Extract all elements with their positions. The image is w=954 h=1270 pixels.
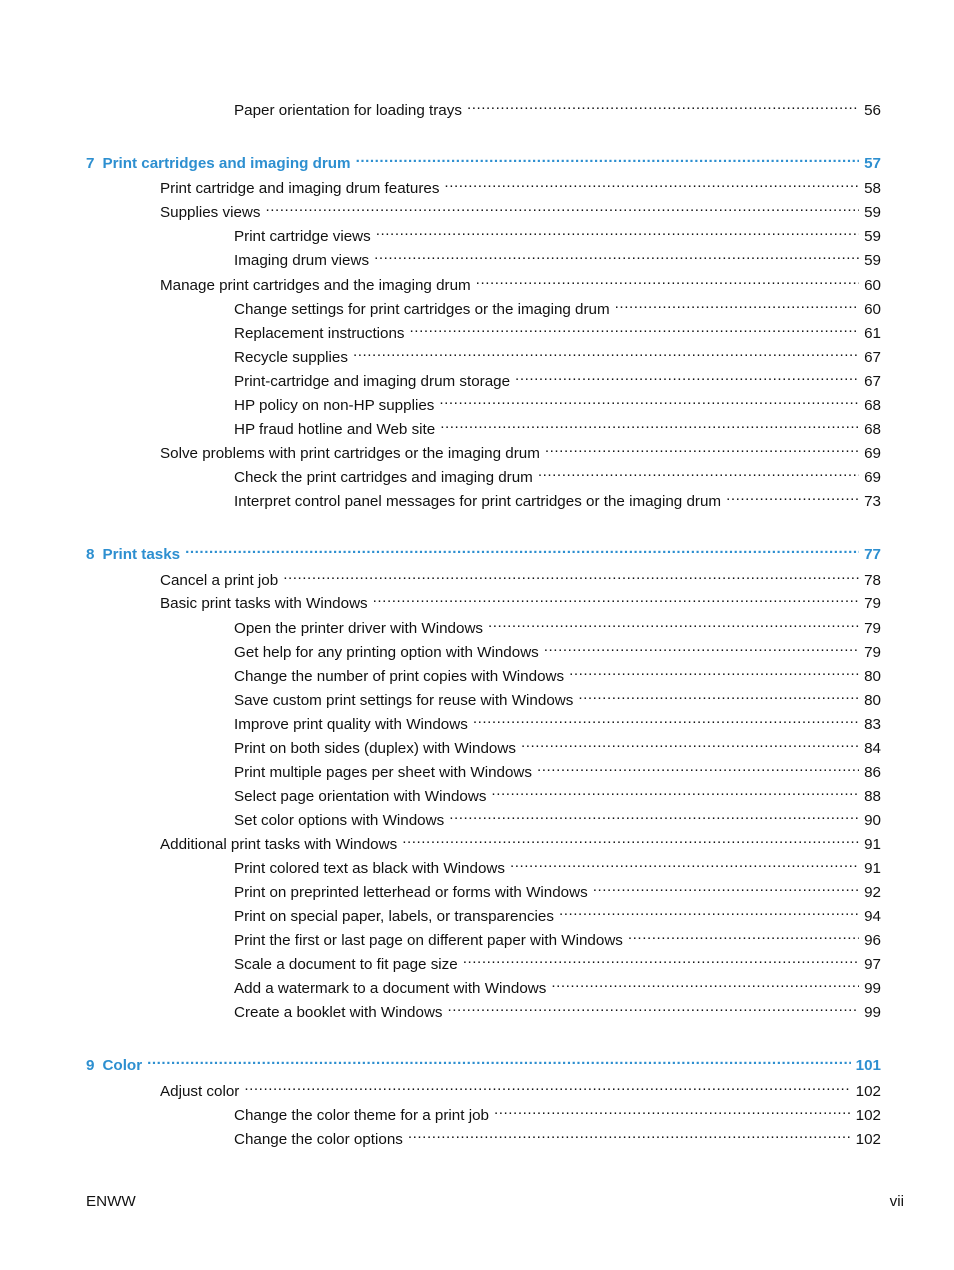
toc-entry-text: Adjust color	[160, 1083, 240, 1100]
toc-page-number: 77	[864, 546, 881, 563]
dot-leader	[473, 709, 859, 729]
toc-page-number: 59	[864, 204, 881, 221]
toc-entry[interactable]	[234, 997, 881, 1021]
dot-leader	[373, 588, 859, 608]
dot-leader	[463, 949, 859, 969]
chapter-number: 7	[86, 155, 95, 172]
toc-entry-title	[234, 883, 588, 903]
dot-leader	[376, 221, 859, 241]
toc-entry-text: Print cartridge views	[234, 228, 371, 245]
toc-entry-title	[234, 979, 546, 999]
toc-page-number: 69	[864, 445, 881, 462]
dot-leader	[244, 1076, 850, 1096]
toc-page-number: 101	[855, 1057, 881, 1074]
dot-leader	[521, 733, 859, 753]
toc-page-number: 88	[864, 788, 881, 805]
dot-leader	[491, 781, 859, 801]
toc-entry-text: Set color options with Windows	[234, 812, 445, 829]
dot-leader	[510, 853, 859, 873]
toc-page-number: 94	[864, 908, 881, 925]
toc-entry-text: Change the number of print copies with Windows	[234, 668, 565, 685]
toc-entry-text: HP policy on non-HP supplies	[234, 397, 435, 414]
dot-leader	[515, 366, 859, 386]
toc-entry-title	[234, 739, 516, 759]
toc-entry-text: Replacement instructions	[234, 325, 405, 342]
dot-leader	[551, 973, 859, 993]
toc-entry-text: Print tasks	[102, 546, 181, 563]
toc-entry-text: Supplies views	[160, 204, 261, 221]
toc-entry[interactable]	[160, 565, 881, 589]
toc-entry-text: Basic print tasks with Windows	[160, 595, 368, 612]
toc-entry[interactable]	[234, 685, 881, 709]
toc-page-number: 91	[864, 836, 881, 853]
toc-entry-title	[234, 787, 486, 807]
toc-entry[interactable]	[234, 973, 881, 997]
toc-entry-title	[234, 1106, 489, 1126]
toc-page-number: 91	[864, 860, 881, 877]
toc-entry[interactable]	[234, 661, 881, 685]
toc-entry-title	[160, 1082, 239, 1102]
toc-entry-text: Save custom print settings for reuse with Windows	[234, 692, 574, 709]
toc-page-number: 80	[864, 668, 881, 685]
toc-entry-text: Change settings for print cartridges or the imaging drum	[234, 301, 610, 318]
toc-page-number: 86	[864, 764, 881, 781]
dot-leader	[185, 539, 859, 559]
toc-page-number: 67	[864, 349, 881, 366]
dot-leader	[356, 148, 860, 168]
toc-entry-text: Add a watermark to a document with Windows	[234, 980, 547, 997]
toc-entry[interactable]	[234, 95, 881, 119]
toc-page-number: 57	[864, 155, 881, 172]
toc-page-number: 99	[864, 980, 881, 997]
dot-leader	[559, 901, 859, 921]
toc-entry[interactable]	[234, 901, 881, 925]
toc-page-number: 58	[864, 180, 881, 197]
toc-page-number: 84	[864, 740, 881, 757]
toc-chapter-entry[interactable]	[86, 539, 881, 563]
toc-entry[interactable]	[234, 366, 881, 390]
dot-leader	[537, 757, 859, 777]
toc-entry-title	[234, 492, 721, 512]
toc-entry[interactable]	[234, 805, 881, 829]
dot-leader	[449, 805, 859, 825]
toc-page-number: 73	[864, 493, 881, 510]
toc-entry[interactable]	[234, 1124, 881, 1148]
toc-entry-title	[234, 931, 623, 951]
toc-entry-text: Print the first or last page on different paper with Windows	[234, 932, 623, 949]
toc-entry-text: Solve problems with print cartridges or the imaging drum	[160, 445, 540, 462]
toc-entry[interactable]	[234, 853, 881, 877]
toc-entry[interactable]	[234, 781, 881, 805]
toc-entry[interactable]	[234, 949, 881, 973]
toc-entry-text: Print on special paper, labels, or transparencies	[234, 908, 554, 925]
dot-leader	[545, 438, 859, 458]
toc-page-number: 102	[855, 1131, 881, 1148]
dot-leader	[538, 462, 859, 482]
toc-entry-text: Check the print cartridges and imaging drum	[234, 469, 533, 486]
toc-entry-title	[234, 324, 405, 344]
toc-page-number: 61	[864, 325, 881, 342]
toc-page-number: 79	[864, 595, 881, 612]
dot-leader	[410, 318, 860, 338]
toc-entry-text: Recycle supplies	[234, 349, 348, 366]
toc-entry-text: Print on preprinted letterhead or forms with Windows	[234, 884, 588, 901]
toc-page-number: 60	[864, 301, 881, 318]
toc-entry-title	[86, 154, 351, 174]
toc-page-number: 80	[864, 692, 881, 709]
toc-entry[interactable]	[234, 390, 881, 414]
toc-entry-title	[234, 227, 371, 247]
toc-entry-title	[234, 300, 610, 320]
toc-entry-title	[234, 468, 533, 488]
toc-entry-title	[160, 835, 397, 855]
toc-entry-text: Print on both sides (duplex) with Windows	[234, 740, 516, 757]
dot-leader	[488, 613, 859, 633]
toc-entry[interactable]	[160, 829, 881, 853]
toc-entry[interactable]	[234, 757, 881, 781]
footer-left: ENWW	[86, 1193, 136, 1210]
toc-page-number: 68	[864, 421, 881, 438]
toc-entry-title	[160, 179, 439, 199]
toc-entry[interactable]	[160, 438, 881, 462]
toc-entry[interactable]	[234, 1100, 881, 1124]
toc-entry-text: Select page orientation with Windows	[234, 788, 487, 805]
dot-leader	[569, 661, 859, 681]
toc-entry-title	[86, 1056, 142, 1076]
toc-entry[interactable]	[234, 709, 881, 733]
toc-entry[interactable]	[160, 270, 881, 294]
toc-entry-text: Print cartridges and imaging drum	[102, 155, 351, 172]
toc-page-number: 97	[864, 956, 881, 973]
toc-page-number: 56	[864, 102, 881, 119]
dot-leader	[444, 173, 859, 193]
toc-page-number: 78	[864, 572, 881, 589]
dot-leader	[494, 1100, 851, 1120]
toc-page-number: 79	[864, 620, 881, 637]
toc-page-number: 96	[864, 932, 881, 949]
toc-entry-title	[234, 955, 458, 975]
toc-entry-text: Change the color options	[234, 1131, 403, 1148]
dot-leader	[476, 270, 859, 290]
dot-leader	[544, 637, 859, 657]
toc-entry-title	[234, 715, 468, 735]
dot-leader	[440, 414, 859, 434]
toc-entry-text: Get help for any printing option with Windows	[234, 644, 539, 661]
toc-page-number: 99	[864, 1004, 881, 1021]
toc-entry-title	[234, 763, 532, 783]
toc-entry-text: Print-cartridge and imaging drum storage	[234, 373, 511, 390]
toc-entry[interactable]	[234, 486, 881, 510]
toc-entry[interactable]	[234, 733, 881, 757]
toc-entry-title	[234, 691, 573, 711]
toc-entry-title	[86, 545, 180, 565]
toc-page-number: 67	[864, 373, 881, 390]
toc-entry-title	[234, 643, 539, 663]
toc-entry[interactable]	[234, 245, 881, 269]
toc-entry-title	[234, 907, 554, 927]
dot-leader	[628, 925, 859, 945]
toc-page-number: 60	[864, 277, 881, 294]
toc-entry[interactable]	[234, 342, 881, 366]
toc-page-number: 83	[864, 716, 881, 733]
toc-entry-text: Print colored text as black with Windows	[234, 860, 505, 877]
dot-leader	[374, 245, 859, 265]
toc-entry[interactable]	[160, 1076, 881, 1100]
dot-leader	[283, 565, 859, 585]
toc-entry-text: Color	[102, 1057, 143, 1074]
toc-entry-text: Interpret control panel messages for print cartridges or the imaging drum	[234, 493, 722, 510]
dot-leader	[408, 1124, 851, 1144]
page-number: vii	[889, 1193, 904, 1210]
toc-entry-text: Print cartridge and imaging drum features	[160, 180, 440, 197]
toc-entry[interactable]	[234, 221, 881, 245]
toc-entry-text: Imaging drum views	[234, 252, 370, 269]
toc-entry-title	[234, 420, 435, 440]
dot-leader	[439, 390, 859, 410]
toc-page-number: 69	[864, 469, 881, 486]
toc-entry-title	[234, 251, 369, 271]
toc-entry-title	[234, 348, 348, 368]
toc-entry-title	[160, 444, 540, 464]
dot-leader	[353, 342, 859, 362]
toc-entry-title	[234, 101, 462, 121]
toc-entry[interactable]	[234, 613, 881, 637]
toc-entry-text: Additional print tasks with Windows	[160, 836, 398, 853]
toc-page-number: 90	[864, 812, 881, 829]
toc-entry-text: Scale a document to fit page size	[234, 956, 458, 973]
toc-entry-text: Improve print quality with Windows	[234, 716, 468, 733]
toc-entry-title	[234, 811, 444, 831]
toc-page-number: 92	[864, 884, 881, 901]
toc-entry[interactable]	[234, 877, 881, 901]
toc-entry[interactable]	[234, 925, 881, 949]
dot-leader	[726, 486, 859, 506]
toc-entry-title	[234, 667, 564, 687]
toc-entry[interactable]	[160, 173, 881, 197]
toc-page-number: 59	[864, 228, 881, 245]
dot-leader	[467, 95, 859, 115]
toc-page-number: 68	[864, 397, 881, 414]
toc-entry-title	[234, 1130, 403, 1150]
dot-leader	[402, 829, 859, 849]
toc-entry-title	[234, 859, 505, 879]
dot-leader	[593, 877, 859, 897]
toc-entry[interactable]	[160, 197, 881, 221]
toc-chapter-entry[interactable]	[86, 148, 881, 172]
toc-entry-text: Create a booklet with Windows	[234, 1004, 443, 1021]
dot-leader	[578, 685, 859, 705]
toc-chapter-entry[interactable]	[86, 1050, 881, 1074]
toc-entry-text: Open the printer driver with Windows	[234, 620, 484, 637]
toc-page-number: 102	[855, 1083, 881, 1100]
toc-entry-text: HP fraud hotline and Web site	[234, 421, 436, 438]
dot-leader	[147, 1050, 851, 1070]
toc-entry-text: Print multiple pages per sheet with Windows	[234, 764, 532, 781]
toc-entry[interactable]	[234, 318, 881, 342]
chapter-number: 9	[86, 1057, 95, 1074]
toc-page-number: 102	[855, 1107, 881, 1124]
toc-entry-title	[160, 203, 260, 223]
toc-entry[interactable]	[234, 294, 881, 318]
toc-entry-text: Paper orientation for loading trays	[234, 102, 462, 119]
toc-entry[interactable]	[234, 462, 881, 486]
toc-entry[interactable]	[160, 588, 881, 612]
toc-entry-text: Change the color theme for a print job	[234, 1107, 489, 1124]
toc-page-number: 59	[864, 252, 881, 269]
toc-entry-title	[234, 372, 510, 392]
toc-entry-title	[234, 396, 434, 416]
toc-entry[interactable]	[234, 637, 881, 661]
toc-entry-title	[160, 594, 368, 614]
toc-entry-text: Cancel a print job	[160, 572, 279, 589]
dot-leader	[615, 294, 859, 314]
toc-entry-text: Manage print cartridges and the imaging drum	[160, 277, 471, 294]
toc-entry-title	[234, 619, 483, 639]
chapter-number: 8	[86, 546, 95, 563]
toc-page-number: 79	[864, 644, 881, 661]
dot-leader	[448, 997, 860, 1017]
toc-entry[interactable]	[234, 414, 881, 438]
toc-entry-title	[160, 276, 471, 296]
dot-leader	[265, 197, 859, 217]
toc-entry-title	[234, 1003, 443, 1023]
